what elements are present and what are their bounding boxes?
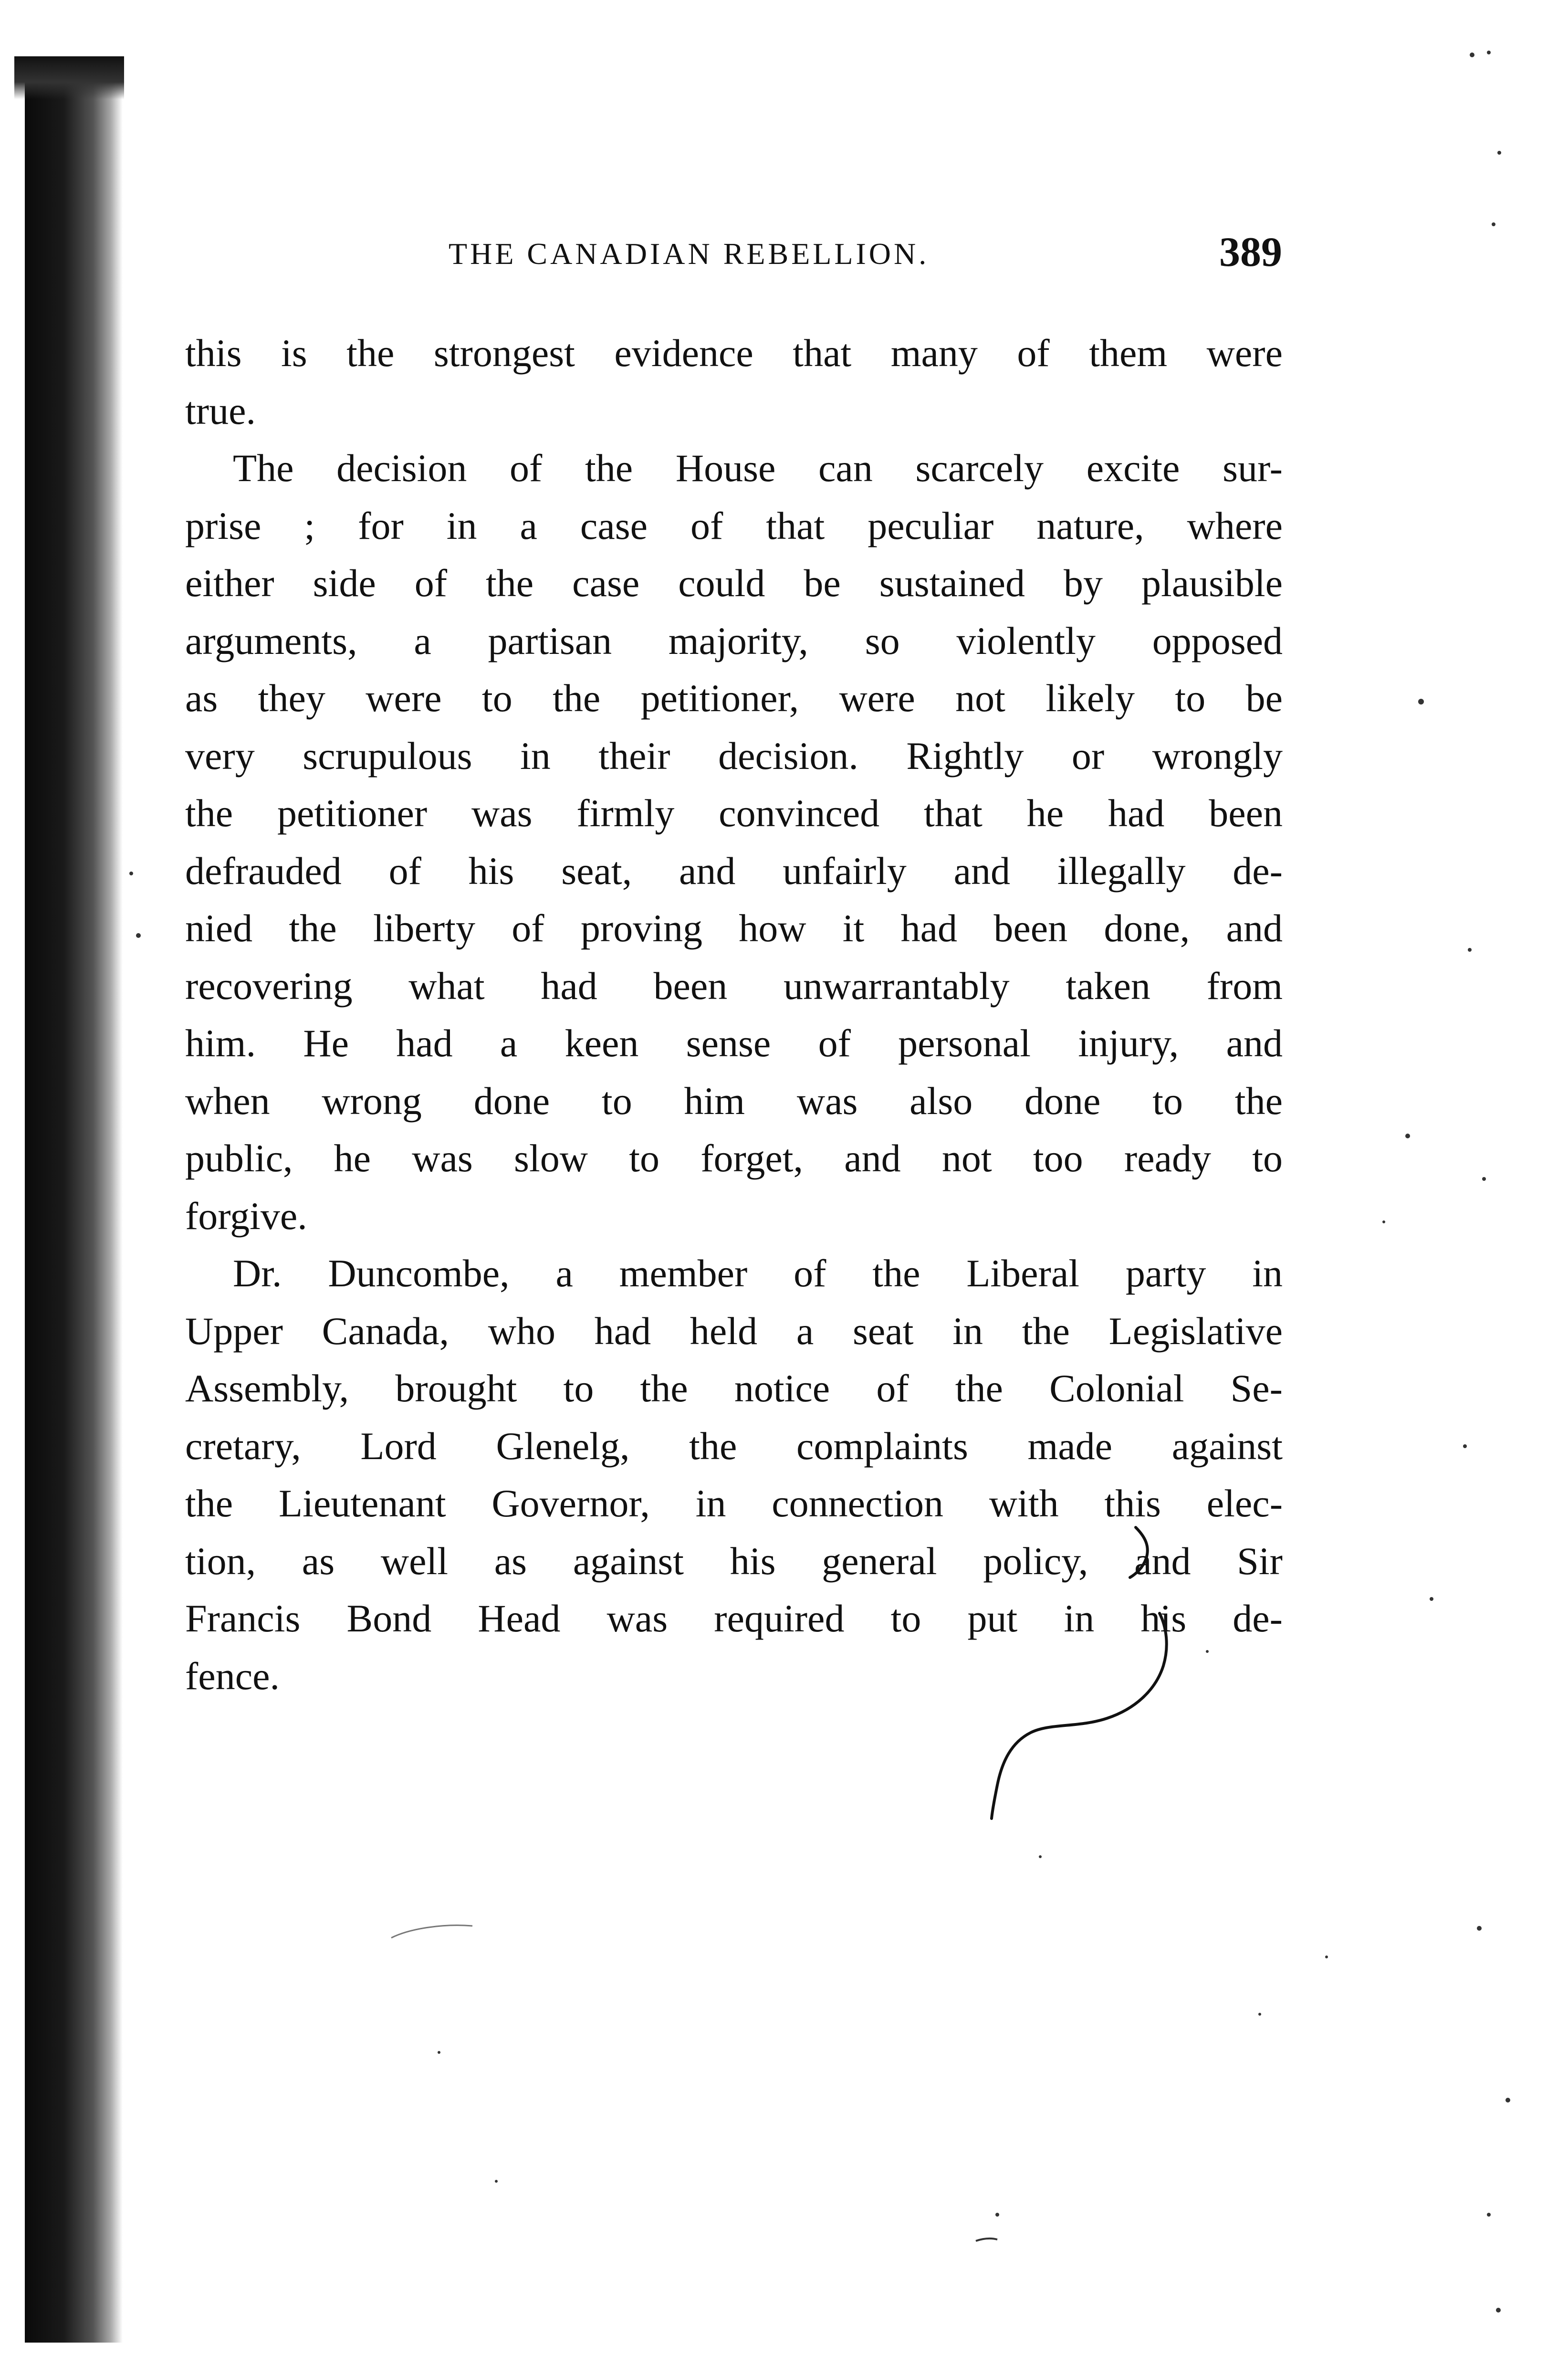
text-line: The decision of the House can scarcely excite sur-	[233, 446, 1283, 490]
running-title: THE CANADIAN REBELLION.	[449, 237, 930, 271]
text-line: prise ; for in a case of that peculiar nature, where	[185, 504, 1283, 547]
text-line: arguments, a partisan majority, so violently opposed	[185, 619, 1283, 662]
text-line: Dr. Duncombe, a member of the Liberal party in	[233, 1251, 1283, 1295]
text-line: when wrong done to him was also done to the	[185, 1079, 1283, 1123]
text-line: true.	[185, 389, 256, 432]
text-line: the petitioner was firmly convinced that he had been	[185, 791, 1283, 835]
text-line: tion, as well as against his general policy, and Sir	[185, 1539, 1283, 1583]
text-line: as they were to the petitioner, were not likely to be	[185, 676, 1283, 720]
text-line: cretary, Lord Glenelg, the complaints made against	[185, 1424, 1283, 1468]
text-line: him. He had a keen sense of personal injury, and	[185, 1021, 1283, 1065]
text-line: very scrupulous in their decision. Rightly or wrongly	[185, 734, 1283, 778]
page-number: 389	[1219, 229, 1282, 275]
text-line: Francis Bond Head was required to put in his de-	[185, 1597, 1283, 1640]
text-line: public, he was slow to forget, and not too ready to	[185, 1136, 1283, 1180]
text-line: Assembly, brought to the notice of the Colonial Se-	[185, 1367, 1283, 1410]
text-line: this is the strongest evidence that many of them were	[185, 331, 1283, 375]
text-line: fence.	[185, 1654, 280, 1698]
text-line: Upper Canada, who had held a seat in the Legislative	[185, 1309, 1283, 1353]
text-line: the Lieutenant Governor, in connection with this elec-	[185, 1482, 1283, 1525]
text-line: forgive.	[185, 1194, 307, 1238]
text-line: nied the liberty of proving how it had been done, and	[185, 906, 1283, 950]
text-line: recovering what had been unwarrantably taken from	[185, 964, 1283, 1008]
text-line: either side of the case could be sustained by plausible	[185, 561, 1283, 605]
text-line: defrauded of his seat, and unfairly and illegally de-	[185, 849, 1283, 893]
